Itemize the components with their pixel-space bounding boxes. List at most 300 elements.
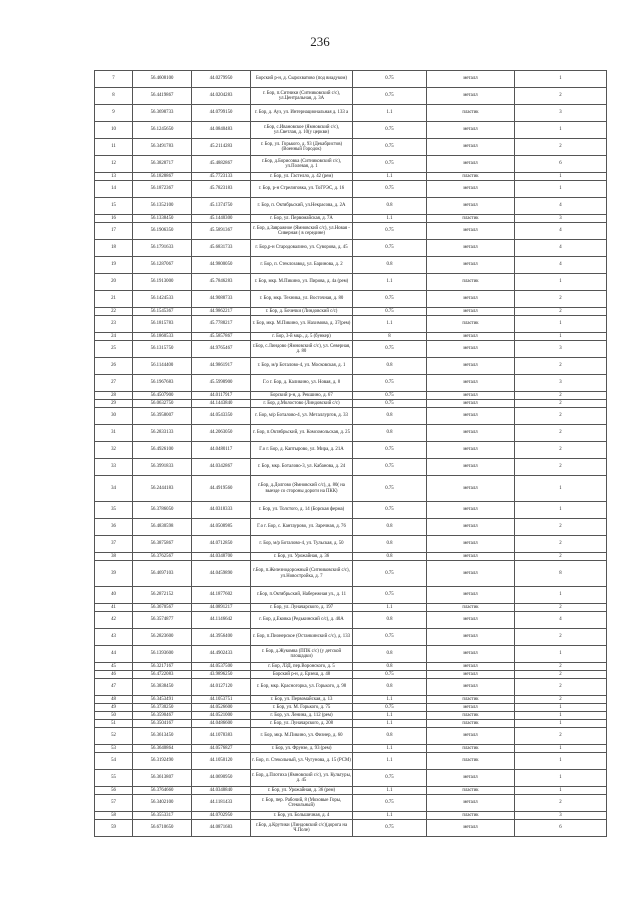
count-cell: 2: [515, 728, 607, 745]
volume-cell: 1.1: [353, 215, 427, 223]
material-cell: металл: [427, 679, 515, 696]
table-row: [95, 795, 607, 812]
longitude-cell: 44.0521000: [192, 712, 251, 720]
longitude-cell: 44.0712850: [192, 536, 251, 553]
longitude-cell: 44.0117917: [192, 392, 251, 400]
address-cell: г. Бор, п. Стекольный, ул. Чугунова, д. 15 (РСМ): [251, 753, 353, 770]
row-number-cell: 12: [95, 156, 133, 173]
material-cell: металл: [427, 392, 515, 400]
count-cell: 1: [515, 704, 607, 712]
row-number-cell: 10: [95, 122, 133, 139]
count-cell: 1: [515, 122, 607, 139]
table-row: [95, 442, 607, 459]
count-cell: 1: [515, 770, 607, 787]
longitude-cell: 44.1877602: [192, 587, 251, 604]
address-cell: г. Бор, м/р Боталово-4, ул. Московская, д. 1: [251, 358, 353, 375]
address-cell: г. Бор, п. Октябрьский, ул.Некрасова, д. 2А: [251, 198, 353, 215]
address-cell: г. Бор, ул. Толстого, д. 14 (Борская ферма): [251, 502, 353, 519]
longitude-cell: 44.9088733: [192, 291, 251, 308]
latitude-cell: 56.1245650: [133, 122, 192, 139]
material-cell: металл: [427, 139, 515, 156]
latitude-cell: 56.1828867: [133, 173, 192, 181]
volume-cell: 0.75: [353, 308, 427, 316]
table-row: [95, 612, 607, 629]
row-number-cell: 25: [95, 341, 133, 358]
address-cell: г. Бор, ул. Горького, д. 93 (Декабристов) (Военный Городок): [251, 139, 353, 156]
latitude-cell: 56.4608100: [133, 71, 192, 88]
volume-cell: 0.75: [353, 88, 427, 105]
longitude-cell: 44.1078383: [192, 728, 251, 745]
longitude-cell: 45.7788217: [192, 316, 251, 333]
material-cell: пластик: [427, 173, 515, 181]
row-number-cell: 15: [95, 198, 133, 215]
latitude-cell: 56.3192490: [133, 753, 192, 770]
volume-cell: 0.75: [353, 442, 427, 459]
count-cell: 1: [515, 502, 607, 519]
table-row: [95, 223, 607, 240]
count-cell: 1: [515, 753, 607, 770]
count-cell: 1: [515, 71, 607, 88]
address-cell: Г.о г. Бор, с. Кантаурово, ул. Заречная, д. 76: [251, 519, 353, 536]
longitude-cell: 45.6831733: [192, 240, 251, 257]
latitude-cell: 56.3762567: [133, 553, 192, 561]
material-cell: металл: [427, 333, 515, 341]
table-row: [95, 587, 607, 604]
address-cell: г. Бор, п. Стеклозавод, ул. Баринова, д. 2: [251, 257, 353, 274]
count-cell: 1: [515, 316, 607, 333]
address-cell: г. Бор, мкр. М.Пикино, ул. Пирова, д. 4а (рем): [251, 274, 353, 291]
material-cell: металл: [427, 291, 515, 308]
material-cell: пластик: [427, 712, 515, 720]
latitude-cell: 56.3698733: [133, 105, 192, 122]
row-number-cell: 42: [95, 612, 133, 629]
address-cell: г. Бор, д.Молостово (Линдовский с/с): [251, 400, 353, 408]
longitude-cell: 44.0576827: [192, 745, 251, 753]
latitude-cell: 56.1545367: [133, 308, 192, 316]
row-number-cell: 30: [95, 408, 133, 425]
table-row: [95, 105, 607, 122]
row-number-cell: 9: [95, 105, 133, 122]
address-cell: г. Бор, мкр. М.Пикино, ул. Нахимова, д. 37(рем): [251, 316, 353, 333]
address-cell: г. Бор, пер. Рабочий, 8 (Моховые Горы, Стекольный): [251, 795, 353, 812]
material-cell: металл: [427, 728, 515, 745]
volume-cell: 1.1: [353, 787, 427, 795]
material-cell: металл: [427, 425, 515, 442]
count-cell: 1: [515, 476, 607, 502]
material-cell: металл: [427, 795, 515, 812]
row-number-cell: 51: [95, 720, 133, 728]
latitude-cell: 56.1424533: [133, 291, 192, 308]
longitude-cell: 44.0537500: [192, 663, 251, 671]
table-row: [95, 704, 607, 712]
volume-cell: 0.75: [353, 770, 427, 787]
material-cell: металл: [427, 257, 515, 274]
volume-cell: 0.8: [353, 553, 427, 561]
count-cell: 4: [515, 257, 607, 274]
material-cell: металл: [427, 375, 515, 392]
volume-cell: 0.75: [353, 587, 427, 604]
volume-cell: 0.75: [353, 291, 427, 308]
table-row: [95, 181, 607, 198]
table-row: [95, 561, 607, 587]
volume-cell: 0.8: [353, 257, 427, 274]
row-number-cell: 50: [95, 712, 133, 720]
latitude-cell: 56.3574877: [133, 612, 192, 629]
volume-cell: 0.75: [353, 392, 427, 400]
count-cell: 1: [515, 745, 607, 753]
material-cell: металл: [427, 820, 515, 837]
table-row: [95, 812, 607, 820]
row-number-cell: 34: [95, 476, 133, 502]
volume-cell: 0.8: [353, 646, 427, 663]
longitude-cell: 44.0543350: [192, 408, 251, 425]
table-row: [95, 770, 607, 787]
row-number-cell: 29: [95, 400, 133, 408]
count-cell: 2: [515, 442, 607, 459]
address-cell: г. Бор, р-н Стрелиговка, ул. ТоГРЭС, д. 16: [251, 181, 353, 198]
latitude-cell: 56.3958007: [133, 408, 192, 425]
address-cell: г. Бор, ул. Луначарского, д. 197: [251, 604, 353, 612]
volume-cell: 0.75: [353, 181, 427, 198]
longitude-cell: 44.0348840: [192, 787, 251, 795]
row-number-cell: 54: [95, 753, 133, 770]
row-number-cell: 39: [95, 561, 133, 587]
count-cell: 1: [515, 333, 607, 341]
row-number-cell: 11: [95, 139, 133, 156]
row-number-cell: 23: [95, 316, 133, 333]
count-cell: 2: [515, 629, 607, 646]
address-cell: г. Бор, ул. Гастелло, д. 42 (рем): [251, 173, 353, 181]
latitude-cell: 56.3991833: [133, 459, 192, 476]
row-number-cell: 57: [95, 795, 133, 812]
volume-cell: 1.1: [353, 753, 427, 770]
row-number-cell: 22: [95, 308, 133, 316]
address-cell: г. Бор, ул. Первомайская, д. 7А: [251, 215, 353, 223]
latitude-cell: 56.3640864: [133, 745, 192, 753]
count-cell: 2: [515, 604, 607, 612]
table-row: [95, 88, 607, 105]
address-cell: г.Бор, д.Борисовка (Ситниковский с/с), ул.Полевая, д. 1: [251, 156, 353, 173]
count-cell: 4: [515, 240, 607, 257]
count-cell: 1: [515, 173, 607, 181]
row-number-cell: 19: [95, 257, 133, 274]
count-cell: 6: [515, 156, 607, 173]
latitude-cell: 56.3590467: [133, 712, 192, 720]
material-cell: пластик: [427, 812, 515, 820]
volume-cell: 0.75: [353, 561, 427, 587]
row-number-cell: 45: [95, 663, 133, 671]
count-cell: 1: [515, 587, 607, 604]
address-cell: г. Бор, м/р Боталово-4, ул. Металлургов, д. 33: [251, 408, 353, 425]
count-cell: 2: [515, 291, 607, 308]
volume-cell: 0.75: [353, 795, 427, 812]
table-row: [95, 502, 607, 519]
table-row: [95, 745, 607, 753]
table-row: [95, 308, 607, 316]
longitude-cell: 44.0702950: [192, 812, 251, 820]
latitude-cell: 56.3217167: [133, 663, 192, 671]
address-cell: г. Бор, м/р Боталово-4, ул. Тульская, д. 50: [251, 536, 353, 553]
address-cell: г. Бор, мкр. Техника, ул. Восточная, д. 80: [251, 291, 353, 308]
row-number-cell: 47: [95, 679, 133, 696]
count-cell: 4: [515, 223, 607, 240]
longitude-cell: 44.0348700: [192, 553, 251, 561]
volume-cell: 0.75: [353, 139, 427, 156]
longitude-cell: 44.0840483: [192, 122, 251, 139]
address-cell: г. Бор, д.Ековка (Редькинский с/с), д. 40А: [251, 612, 353, 629]
latitude-cell: 56.1315750: [133, 341, 192, 358]
address-cell: Борский р-н, д. Рекшино, д. 67: [251, 392, 353, 400]
table-row: [95, 753, 607, 770]
material-cell: металл: [427, 553, 515, 561]
material-cell: металл: [427, 308, 515, 316]
count-cell: 1: [515, 181, 607, 198]
material-cell: пластик: [427, 696, 515, 704]
longitude-cell: 44.0279950: [192, 71, 251, 88]
count-cell: 2: [515, 795, 607, 812]
table-row: [95, 604, 607, 612]
row-number-cell: 46: [95, 671, 133, 679]
volume-cell: 0.8: [353, 198, 427, 215]
count-cell: 4: [515, 612, 607, 629]
address-cell: г. Бор, д. Бочечки (Линдовский с/с): [251, 308, 353, 316]
longitude-cell: 44.0508985: [192, 519, 251, 536]
material-cell: металл: [427, 519, 515, 536]
row-number-cell: 8: [95, 88, 133, 105]
row-number-cell: 36: [95, 519, 133, 536]
material-cell: пластик: [427, 720, 515, 728]
table-row: [95, 696, 607, 704]
latitude-cell: 56.3786050: [133, 502, 192, 519]
longitude-cell: 45.4882867: [192, 156, 251, 173]
address-cell: г. Бор, д.Завражное (Ямновский с/с), ул.Новая - Сиверная ( в середине): [251, 223, 353, 240]
volume-cell: 0.75: [353, 240, 427, 257]
latitude-cell: 56.3670567: [133, 604, 192, 612]
latitude-cell: 56.3764660: [133, 787, 192, 795]
address-cell: г.Бор, п.Октябрьский, Набережная ул., д. 11: [251, 587, 353, 604]
longitude-cell: 44.0690950: [192, 770, 251, 787]
latitude-cell: 56.1906350: [133, 223, 192, 240]
table-row: [95, 787, 607, 795]
container-site-table: [94, 70, 607, 837]
row-number-cell: 33: [95, 459, 133, 476]
table-row: [95, 392, 607, 400]
volume-cell: 0.8: [353, 425, 427, 442]
material-cell: металл: [427, 240, 515, 257]
latitude-cell: 56.1815783: [133, 316, 192, 333]
volume-cell: 0.75: [353, 71, 427, 88]
table-row: [95, 375, 607, 392]
material-cell: металл: [427, 358, 515, 375]
material-cell: металл: [427, 476, 515, 502]
row-number-cell: 52: [95, 728, 133, 745]
latitude-cell: 56.1338450: [133, 215, 192, 223]
address-cell: г. Бор, ул. Ленина, д. 112 (рем): [251, 712, 353, 720]
count-cell: 2: [515, 663, 607, 671]
address-cell: г.Бор, п.Железнодорожный (Ситниковский с/с), ул.Новостройка, д. 7: [251, 561, 353, 587]
volume-cell: 1.1: [353, 274, 427, 291]
table-row: [95, 240, 607, 257]
count-cell: 1: [515, 274, 607, 291]
volume-cell: 1.1: [353, 720, 427, 728]
row-number-cell: 26: [95, 358, 133, 375]
longitude-cell: 44.0799150: [192, 105, 251, 122]
address-cell: г. Бор, ул. Урожайная, д. 36: [251, 553, 353, 561]
table-row: [95, 316, 607, 333]
count-cell: 8: [515, 561, 607, 587]
longitude-cell: 45.2114283: [192, 139, 251, 156]
address-cell: г. Бор, ул. Луначарского, д. 208: [251, 720, 353, 728]
longitude-cell: 45.7823183: [192, 181, 251, 198]
row-number-cell: 17: [95, 223, 133, 240]
latitude-cell: 56.3553317: [133, 812, 192, 820]
longitude-cell: 45.5891367: [192, 223, 251, 240]
volume-cell: 0.75: [353, 820, 427, 837]
longitude-cell: 44.9765467: [192, 341, 251, 358]
count-cell: 2: [515, 392, 607, 400]
count-cell: 2: [515, 88, 607, 105]
address-cell: г. Бор, д.Жукомва (ППК с/с) (у детской площадки): [251, 646, 353, 663]
latitude-cell: 56.1287067: [133, 257, 192, 274]
table-row: [95, 173, 607, 181]
count-cell: 3: [515, 812, 607, 820]
longitude-cell: 44.0526600: [192, 704, 251, 712]
material-cell: металл: [427, 704, 515, 712]
volume-cell: 0.75: [353, 502, 427, 519]
count-cell: 3: [515, 375, 607, 392]
count-cell: 2: [515, 696, 607, 704]
count-cell: 3: [515, 215, 607, 223]
volume-cell: 0.75: [353, 459, 427, 476]
table-body: [95, 71, 607, 837]
longitude-cell: 44.0891217: [192, 604, 251, 612]
longitude-cell: 44.0318333: [192, 502, 251, 519]
row-number-cell: 28: [95, 392, 133, 400]
material-cell: пластик: [427, 753, 515, 770]
address-cell: Борский р-н, д. Сырохватово (под виадуком): [251, 71, 353, 88]
table-row: [95, 122, 607, 139]
volume-cell: 1.1: [353, 604, 427, 612]
address-cell: г. Бор, мкр. Боталово-3, ул. Кабанова, д. 24: [251, 459, 353, 476]
table-row: [95, 459, 607, 476]
row-number-cell: 7: [95, 71, 133, 88]
longitude-cell: 44.1053751: [192, 696, 251, 704]
longitude-cell: 45.5998900: [192, 375, 251, 392]
latitude-cell: 56.2444183: [133, 476, 192, 502]
address-cell: г. Бор, ул. М. Горького, д. 75: [251, 704, 353, 712]
longitude-cell: 44.9862217: [192, 308, 251, 316]
row-number-cell: 40: [95, 587, 133, 604]
latitude-cell: 56.1967683: [133, 375, 192, 392]
volume-cell: 0.8: [353, 728, 427, 745]
material-cell: пластик: [427, 745, 515, 753]
volume-cell: 0.75: [353, 223, 427, 240]
count-cell: 3: [515, 341, 607, 358]
row-number-cell: 56: [95, 787, 133, 795]
row-number-cell: 31: [95, 425, 133, 442]
volume-cell: 0.75: [353, 629, 427, 646]
material-cell: металл: [427, 663, 515, 671]
address-cell: г. Бор, ул. Урожайная, д. 36 (рем): [251, 787, 353, 795]
count-cell: 2: [515, 408, 607, 425]
row-number-cell: 20: [95, 274, 133, 291]
address-cell: Г.о г. Бор, д. Каптырово, ул. Мира, д. 21А: [251, 442, 353, 459]
longitude-cell: 44.3956400: [192, 629, 251, 646]
material-cell: металл: [427, 341, 515, 358]
material-cell: металл: [427, 198, 515, 215]
count-cell: 1: [515, 646, 607, 663]
latitude-cell: 56.4830598: [133, 519, 192, 536]
material-cell: металл: [427, 646, 515, 663]
row-number-cell: 55: [95, 770, 133, 787]
material-cell: металл: [427, 71, 515, 88]
material-cell: металл: [427, 88, 515, 105]
latitude-cell: 56.1860533: [133, 333, 192, 341]
row-number-cell: 59: [95, 820, 133, 837]
address-cell: г. Бор, п.Октябрьский, ул. Комсомольская, д. 25: [251, 425, 353, 442]
material-cell: металл: [427, 536, 515, 553]
material-cell: пластик: [427, 215, 515, 223]
table-row: [95, 198, 607, 215]
address-cell: Г.о г. Бор, д. Каликино, ул. Новая, д. 8: [251, 375, 353, 392]
address-cell: Борский р-н, д. Ерзеш, д. 48: [251, 671, 353, 679]
material-cell: металл: [427, 629, 515, 646]
page-number: 236: [310, 34, 330, 49]
longitude-cell: 44.0459890: [192, 561, 251, 587]
table-row: [95, 728, 607, 745]
row-number-cell: 27: [95, 375, 133, 392]
count-cell: 2: [515, 139, 607, 156]
material-cell: металл: [427, 612, 515, 629]
longitude-cell: 44.1146642: [192, 612, 251, 629]
longitude-cell: 45.5857867: [192, 333, 251, 341]
longitude-cell: 44.1443840: [192, 400, 251, 408]
longitude-cell: 44.4902433: [192, 646, 251, 663]
material-cell: металл: [427, 459, 515, 476]
address-cell: г.Бор, с.Ивановское (Ямновский с/с), ул.Светлая, д. 10(у церкви): [251, 122, 353, 139]
latitude-cell: 56.4926100: [133, 442, 192, 459]
volume-cell: 0.75: [353, 671, 427, 679]
count-cell: 4: [515, 198, 607, 215]
latitude-cell: 56.6710650: [133, 820, 192, 837]
table-row: [95, 629, 607, 646]
material-cell: пластик: [427, 105, 515, 122]
latitude-cell: 56.1144400: [133, 358, 192, 375]
material-cell: металл: [427, 408, 515, 425]
volume-cell: 1.1: [353, 812, 427, 820]
material-cell: металл: [427, 400, 515, 408]
table-row: [95, 553, 607, 561]
material-cell: металл: [427, 442, 515, 459]
latitude-cell: 56.4507900: [133, 392, 192, 400]
longitude-cell: 44.0127120: [192, 679, 251, 696]
latitude-cell: 56.3504167: [133, 720, 192, 728]
table-row: [95, 156, 607, 173]
material-cell: пластик: [427, 787, 515, 795]
longitude-cell: 44.2063050: [192, 425, 251, 442]
latitude-cell: 56.0632750: [133, 400, 192, 408]
latitude-cell: 56.1393600: [133, 646, 192, 663]
volume-cell: 1.1: [353, 316, 427, 333]
table-row: [95, 646, 607, 663]
table-row: [95, 215, 607, 223]
material-cell: пластик: [427, 316, 515, 333]
longitude-cell: 44.0204283: [192, 88, 251, 105]
latitude-cell: 56.3491783: [133, 139, 192, 156]
row-number-cell: 44: [95, 646, 133, 663]
material-cell: металл: [427, 561, 515, 587]
longitude-cell: 44.9800050: [192, 257, 251, 274]
